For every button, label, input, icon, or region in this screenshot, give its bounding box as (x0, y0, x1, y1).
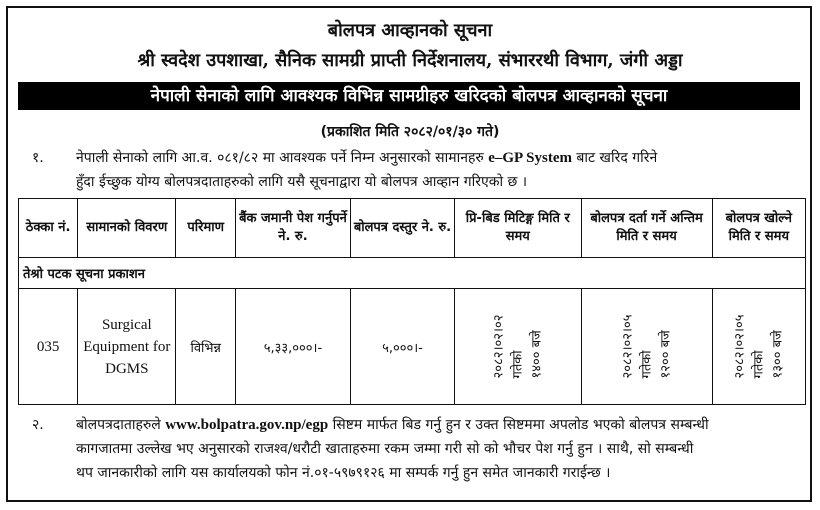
bid-table (18, 198, 806, 405)
prebid-time: १४०० बजे (529, 330, 545, 379)
para-1-text-b: बाट खरिद गरिने (571, 150, 658, 166)
third-notice-label: तेश्रो पटक सूचना प्रकाशन (19, 258, 806, 289)
opening-date: २०८२।०२।०५ (732, 314, 748, 379)
header-opening: बोलपत्र खोल्ने मिति र समय (712, 199, 805, 258)
header-item: सामानको विवरण (78, 199, 176, 258)
submission-time: १२०० बजे (658, 330, 674, 379)
submission-date: २०८२।०२।०५ (620, 314, 636, 379)
header-fee: बोलपत्र दस्तुर ने. रु. (350, 199, 454, 258)
header-contract-no: ठेक्का नं. (19, 199, 78, 258)
prebid-date: २०८२।०२।०२ (491, 314, 507, 379)
para-2-text-a: बोलपत्रदाताहरुले (76, 417, 166, 433)
para-2-text (76, 413, 816, 485)
para-2-line-2: कागजातमा उल्लेख भए अनुसारको राजश्व/धरौटी खाताहरुमा रकम जम्मा गरी सो को भौचर पेश गर्नु हुन । साथै, सो सम्बन्धी (76, 441, 694, 457)
opening-gate: गतेको (751, 350, 767, 379)
quantity: विभिन्न (176, 289, 236, 405)
prebid-datetime (455, 289, 581, 405)
submission-datetime (581, 289, 712, 405)
prebid-gate: गतेको (510, 350, 526, 379)
bolpatra-url[interactable]: www.bolpatra.gov.np/egp (165, 417, 329, 433)
para-2-number: २. (32, 417, 44, 433)
notice-title: बोलपत्र आव्हानको सूचना (327, 20, 493, 41)
submission-rotated (618, 315, 675, 379)
published-date: (प्रकाशित मिति २०८२/०१/३० गते) (320, 124, 500, 140)
para-1-line-2: हुँदा ईच्छुक योग्य बोलपत्रदाताहरुको लागि यसै सूचनाद्वारा यो बोलपत्र आव्हान गरिएको छ । (76, 174, 528, 190)
bank-guarantee-amount: ५,३३,०००।- (236, 289, 351, 405)
office-name: श्री स्वदेश उपशाखा, सैनिक सामग्री प्राप्ती निर्देशनालय, संभाररथी विभाग, जंगी अड्डा (137, 50, 683, 71)
para-2-text-b: सिष्टम मार्फत बिड गर्नु हुन र उक्त सिष्टममा अपलोड भएको बोलपत्र सम्बन्धी (328, 417, 709, 433)
opening-rotated (730, 315, 787, 379)
para-1-text (76, 146, 816, 194)
submission-gate: गतेको (639, 350, 655, 379)
item-description: Surgical Equipment for DGMS (78, 289, 176, 405)
opening-datetime (712, 289, 805, 405)
egp-system-label: e–GP System (488, 150, 572, 166)
header-submission: बोलपत्र दर्ता गर्ने अन्तिम मिति र समय (581, 199, 712, 258)
notice-row (19, 258, 806, 289)
bid-fee: ५,०००।- (350, 289, 454, 405)
header-bank-guarantee: बैंक जमानी पेश गर्नुपर्ने ने. रु. (236, 199, 351, 258)
header-prebid: प्रि-बिड मिटिङ्ग मिति र समय (455, 199, 581, 258)
table-header-row (19, 199, 806, 258)
header-quantity: परिमाण (176, 199, 236, 258)
para-1-number: १. (32, 150, 44, 166)
notice-banner: नेपाली सेनाको लागि आवश्यक विभिन्न सामग्रीहरु खरिदको बोलपत्र आव्हानको सूचना (18, 82, 800, 110)
opening-time: १३०० बजे (770, 330, 786, 379)
para-1-text-a: नेपाली सेनाको लागि आ.व. ०८१/८२ मा आवश्यक पर्ने निम्न अनुसारको सामानहरु (76, 150, 489, 166)
table-row (19, 289, 806, 405)
contract-no: 035 (19, 289, 78, 405)
para-2-line-3: थप जानकारीको लागि यस कार्यालयको फोन नं.०१-५९७९१२६ मा सम्पर्क गर्नु हुन समेत जानकारी गराईन्छ । (76, 465, 611, 481)
prebid-rotated (489, 315, 546, 379)
